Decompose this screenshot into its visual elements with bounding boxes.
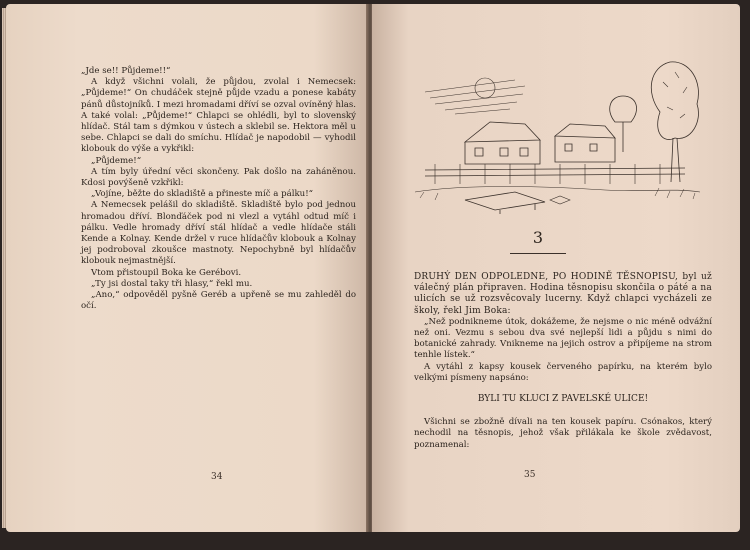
left-page [6, 4, 368, 532]
paragraph: A když všichni volali, že půjdou, zvolal i Nemecsek: „Půjdeme!“ On chudáček stejně půjde vzadu a ponese kabáty pánů důstojníků. I mezi hromadami dříví se ozval ovíněný hlas. A také volal: „Půjdeme!“ Chlapci se ohlédli, byl to slovenský hlídač. Stál tam s dýmkou v ústech a sklebil se. Hektora měl u sebe. Chlapci se dali do smíchu. Hlídač je napodobil — vyhodil klobouk do výše a vykřikl: [81, 77, 356, 155]
paragraph: „Ty jsi dostal taky tři hlasy,“ řekl mu. [91, 278, 253, 289]
paragraph: A tím byly úřední věci skončeny. Pak došlo na zaháněnou. Kdosi povýšeně vzkřikl: [81, 166, 356, 189]
chapter-opening: DRUHÝ DEN ODPOLEDNE, PO HODINĚ TĚSNOPISU, byl už válečný plán připraven. Hodina těsnopisu skončila o páté a na ulicích se už rozsvěcovaly lucerny. Když chlapci vycházeli ze školy, řekl Jim Boka: [414, 272, 712, 316]
paragraph: A Nemecsek pelášil do skladiště. Skladiště bylo pod jednou hromadou dříví. Blonďáček pod ni vlezl a vytáhl odtud míč i pálku. Vedle hromady dříví stál hlídač a vedle hlídače stáli Kende a Kolnay. Kende držel v ruce hlídačův klobouk a Kolnay jej podroboval zkoušce mastnoty. Nepochybně byl hlídačův klobouk nejmastnější. [81, 200, 356, 267]
right-page [372, 4, 740, 532]
paragraph: Vtom přistoupil Boka ke Gerébovi. [91, 267, 242, 278]
slogan: BYLI TU KLUCI Z PAVELSKÉ ULICE! [477, 394, 649, 405]
paragraph: Všichni se zbožně dívali na ten kousek papíru. Csónakos, který nechodil na těsnopis, jehož však přilákala ke škole zvědavost, poznamenal: [414, 417, 712, 450]
village-illustration [405, 52, 705, 214]
paragraph: „Než podnikneme útok, dokážeme, že nejsme o nic méně odvážní než oni. Vezmu s sebou dva své nejlepší lidi a půjdu s nimi do botanické zahrady. Vnikneme na jejich ostrov a připíjeme na strom tenhle lístek.“ [414, 316, 712, 361]
page-number: 35 [524, 470, 536, 480]
paragraph: „Vojíne, běžte do skladiště a přineste míč a pálku!“ [91, 189, 314, 200]
chapter-number: 3 [532, 228, 544, 247]
paragraph: „Ano,“ odpověděl pyšně Geréb a upřeně se mu zahleděl do očí. [81, 290, 356, 312]
page-number: 34 [211, 472, 223, 482]
paragraph: A vytáhl z kapsy kousek červeného papírku, na kterém bylo velkými písmeny napsáno: [414, 361, 712, 383]
left-page-text [81, 66, 356, 312]
right-page-text [414, 272, 712, 451]
paragraph: „Jde se!! Půjdeme!!“ [81, 66, 171, 76]
paragraph: „Půjdeme!“ [91, 155, 142, 166]
chapter-divider [510, 253, 566, 254]
